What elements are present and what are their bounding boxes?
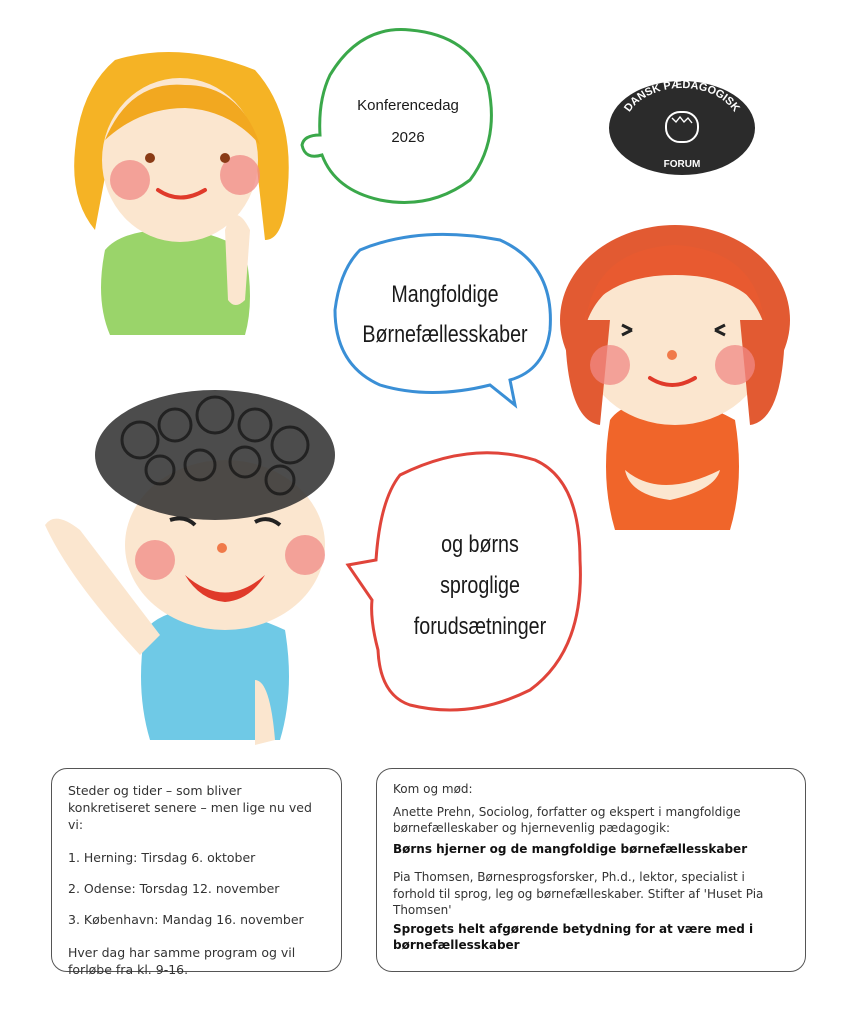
venue-item-herning: 1. Herning: Tirsdag 6. oktober xyxy=(68,850,256,865)
venues-footer: Hver dag har samme program og vil forløbe fra kl. 9-16. xyxy=(68,945,296,977)
curly-boy-illustration xyxy=(45,390,335,745)
red-bubble-line3: forudsætninger xyxy=(413,613,547,640)
logo-top-text: DANSK PÆDAGOGISK xyxy=(622,78,742,115)
speakers-box xyxy=(376,768,806,972)
blonde-girl-illustration xyxy=(74,52,289,335)
green-bubble-text xyxy=(338,90,478,154)
speaker-1-bio: Anette Prehn, Sociolog, forfatter og ekspert i mangfoldige børnefælleskaber og hjernevenlig pædagogik: xyxy=(393,804,741,835)
red-bubble-text xyxy=(398,524,562,647)
red-bubble-line1: og børns xyxy=(441,531,519,558)
green-bubble-line2: 2026 xyxy=(391,129,425,146)
redhead-girl-illustration xyxy=(560,225,790,530)
venue-item-odense: 2. Odense: Torsdag 12. november xyxy=(68,881,280,896)
speakers-heading: Kom og mød: xyxy=(393,782,473,796)
speaker-2-talk: Sprogets helt afgørende betydning for at være med i børnefællesskaber xyxy=(393,921,754,952)
speaker-2-bio: Pia Thomsen, Børnesprogsforsker, Ph.d., lektor, specialist i forhold til sprog, leg og børnefælleskaber. Stifter af 'Huset Pia Thomsen' xyxy=(393,870,764,917)
logo-bottom-text: FORUM xyxy=(663,159,701,170)
blue-bubble-line1: Mangfoldige xyxy=(391,281,499,308)
green-bubble-line1: Konferencedag xyxy=(357,97,459,114)
dansk-paedagogisk-forum-logo xyxy=(609,79,755,175)
venue-item-koebenhavn: 3. København: Mandag 16. november xyxy=(68,912,304,927)
venues-box xyxy=(51,768,342,977)
venues-intro: Steder og tider – som bliver konkretiseret senere – men lige nu ved vi: xyxy=(68,783,312,832)
blue-bubble-text xyxy=(351,275,540,355)
blue-bubble-line2: Børnefællesskaber xyxy=(362,321,528,348)
speaker-1-talk: Børns hjerner og de mangfoldige børnefællesskaber xyxy=(393,841,748,856)
red-bubble-line2: sproglige xyxy=(440,572,520,599)
